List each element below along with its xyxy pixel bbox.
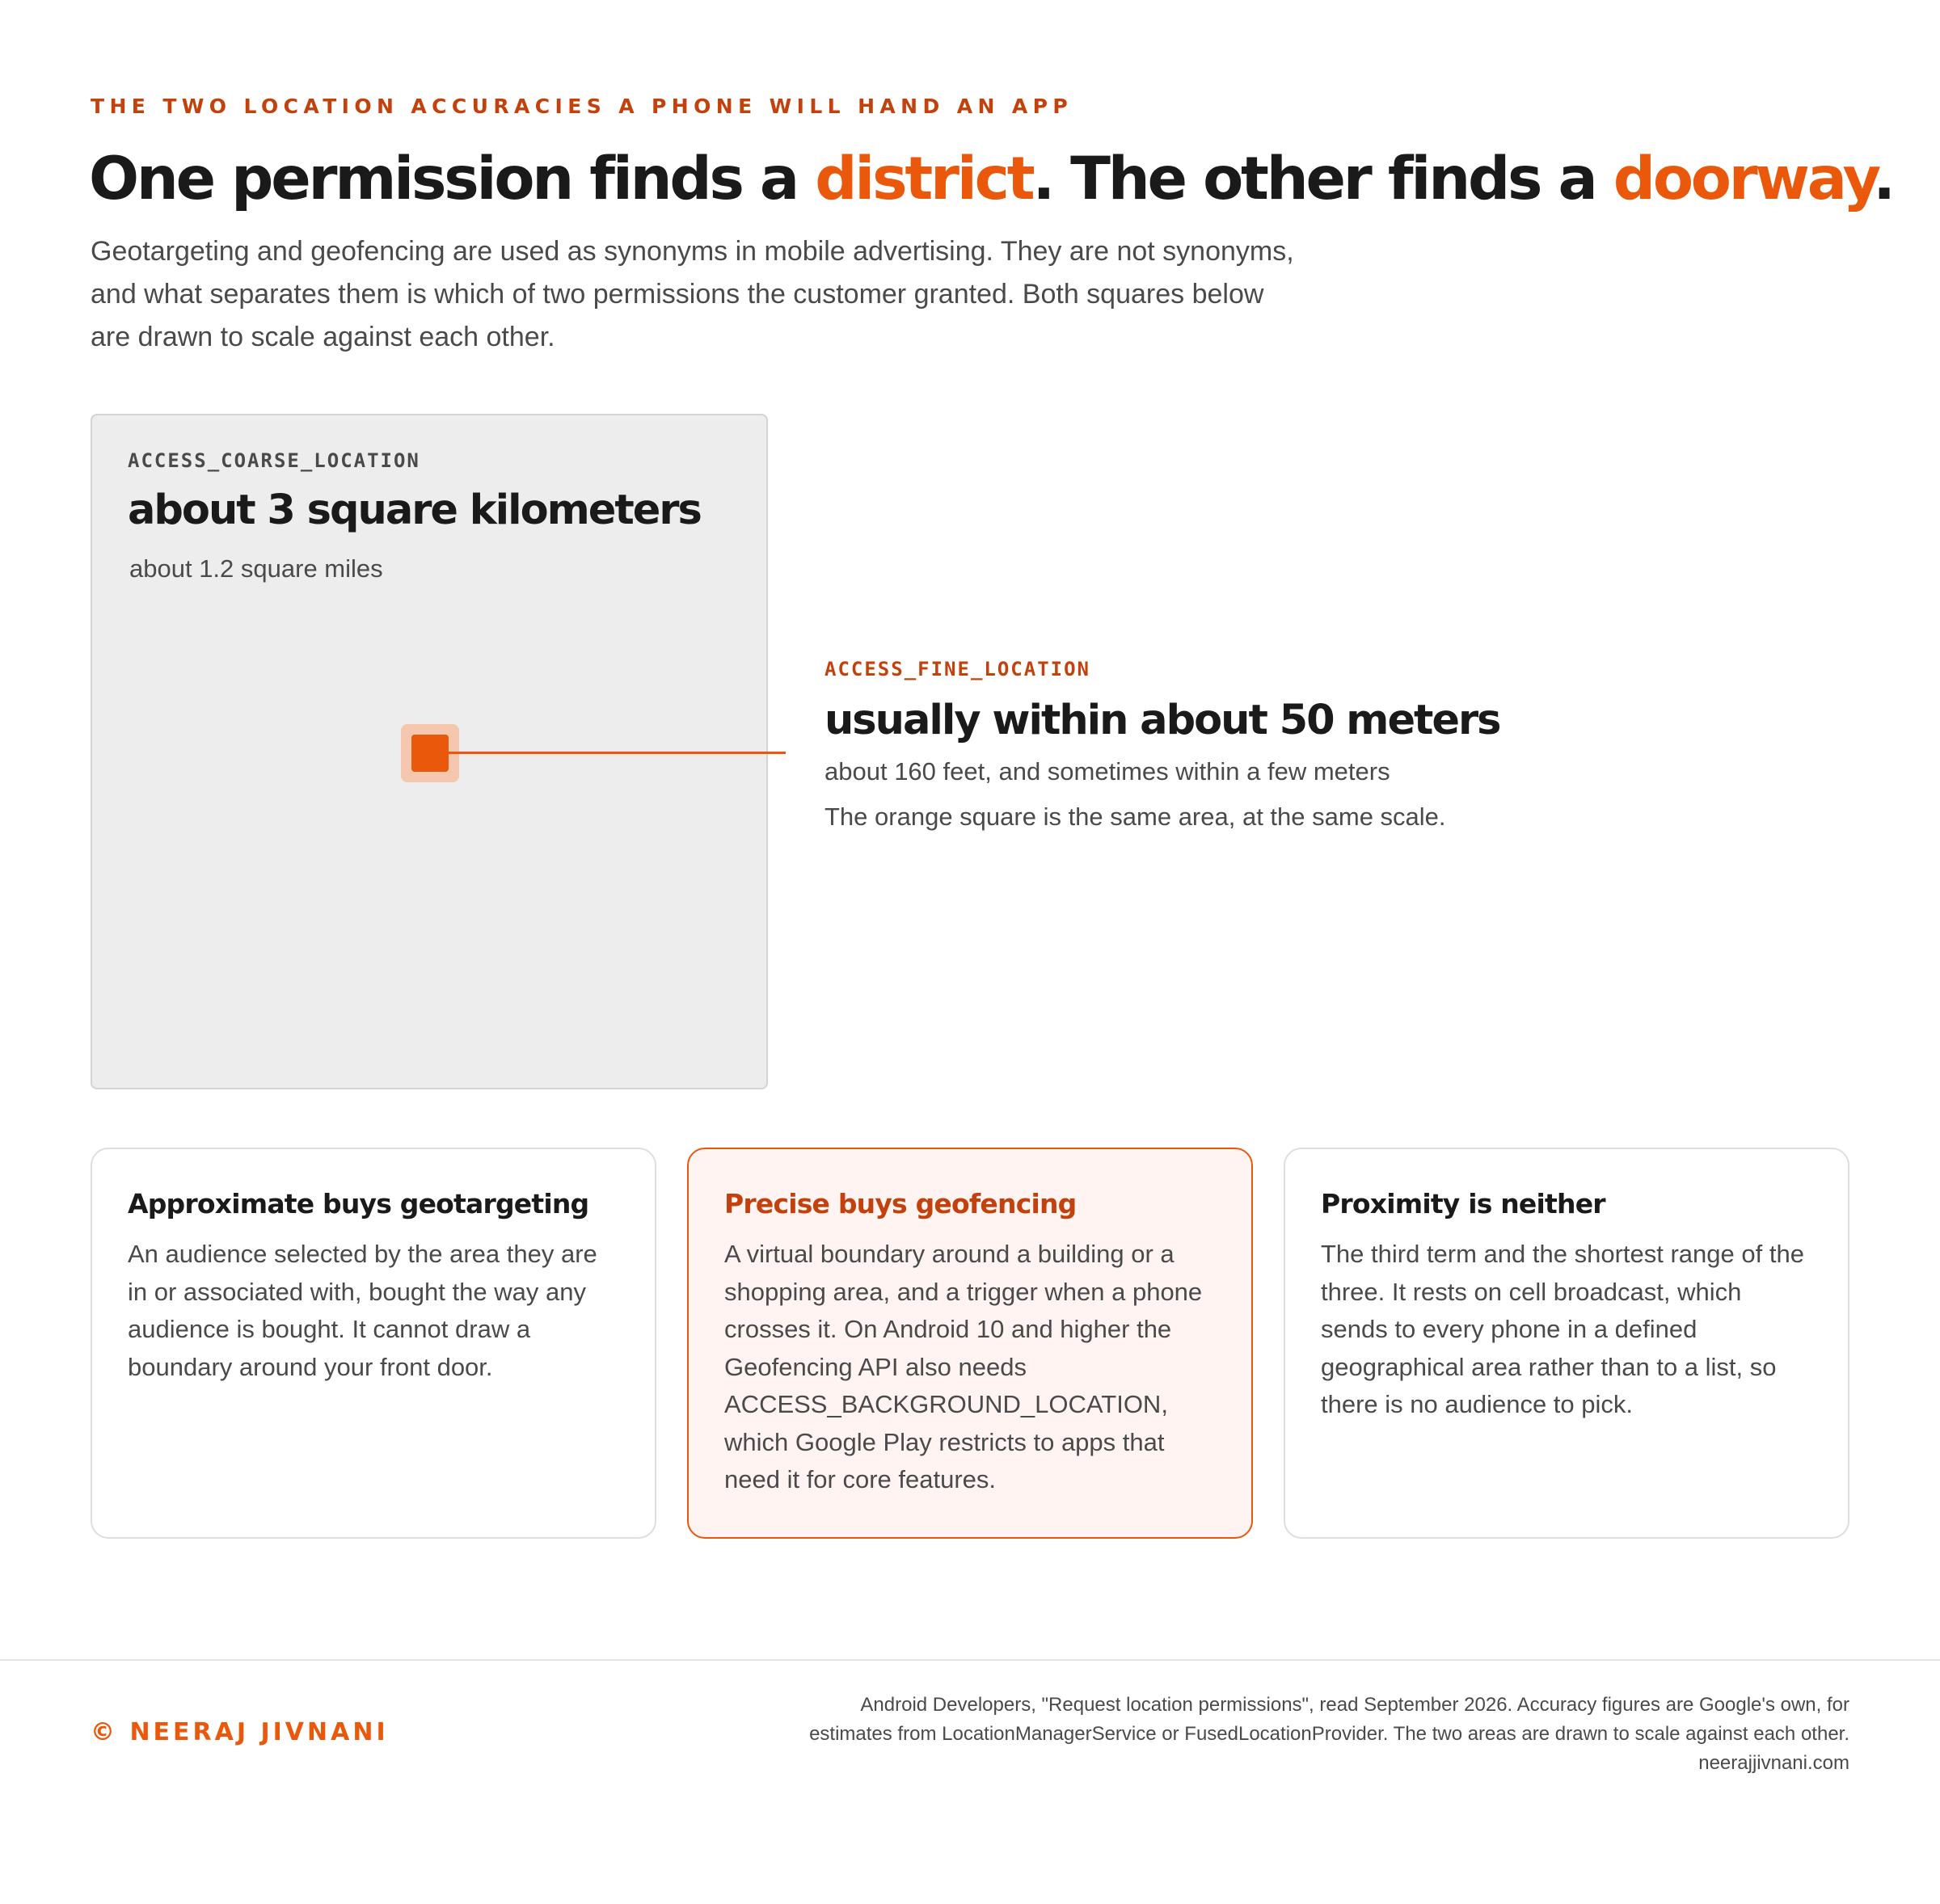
card-approximate	[91, 1148, 656, 1539]
site-link[interactable]: neerajjivnani.com	[1698, 1752, 1849, 1774]
fine-location-annotation	[824, 658, 1552, 832]
copyright: © NEERAJ JIVNANI	[91, 1718, 389, 1746]
headline-part-2: . The other finds a	[1032, 145, 1613, 213]
card-title: Proximity is neither	[1321, 1188, 1605, 1219]
coarse-area-sub: about 1.2 square miles	[129, 554, 383, 583]
coarse-area-value: about 3 square kilometers	[128, 487, 701, 534]
source-line-1: Android Developers, "Request location permissions", read September 2026. Accuracy figures are Google's own, for	[860, 1694, 1849, 1716]
fine-permission-label: ACCESS_FINE_LOCATION	[824, 658, 1090, 680]
headline-part-3: .	[1873, 145, 1893, 213]
headline	[89, 139, 1893, 220]
card-body: The third term and the shortest range of the three. It rests on cell broadcast, which sends to every phone in a defined geographical area rather than to a list, so there is no audience to pick.	[1321, 1240, 1804, 1418]
card-proximity	[1284, 1148, 1849, 1539]
fine-accuracy-sub: about 160 feet, and sometimes within a few meters	[824, 757, 1390, 786]
headline-accent-doorway: doorway	[1613, 145, 1874, 213]
intro-paragraph: Geotargeting and geofencing are used as synonyms in mobile advertising. They are not synonyms, and what separates them is which of two permissions the customer granted. Both squares below are drawn to scale against each other.	[91, 236, 1294, 352]
card-body: A virtual boundary around a building or a shopping area, and a trigger when a phone crosses it. On Android 10 and higher the Geofencing API also needs ACCESS_BACKGROUND_LOCATION, which Google Play restricts to apps that need it for core features.	[724, 1240, 1203, 1493]
card-body: An audience selected by the area they are in or associated with, bought the way any audience is bought. It cannot draw a boundary around your front door.	[128, 1240, 597, 1381]
fine-scale-note: The orange square is the same area, at the same scale.	[824, 802, 1446, 831]
source-note	[637, 1691, 1849, 1778]
fine-accuracy-value: usually within about 50 meters	[824, 697, 1500, 744]
card-precise	[687, 1148, 1253, 1539]
footer-divider	[0, 1659, 1940, 1661]
connector-line	[449, 752, 786, 754]
headline-accent-district: district	[815, 145, 1033, 213]
fine-location-square	[411, 735, 449, 772]
coarse-permission-label: ACCESS_COARSE_LOCATION	[128, 449, 420, 472]
headline-part-1: One permission finds a	[89, 145, 816, 213]
source-line-2: estimates from LocationManagerService or FusedLocationProvider. The two areas are drawn to scale against each other.	[809, 1723, 1849, 1745]
card-title: Precise buys geofencing	[724, 1188, 1077, 1219]
kicker: THE TWO LOCATION ACCURACIES A PHONE WILL HAND AN APP	[91, 95, 1073, 118]
card-title: Approximate buys geotargeting	[128, 1188, 589, 1219]
